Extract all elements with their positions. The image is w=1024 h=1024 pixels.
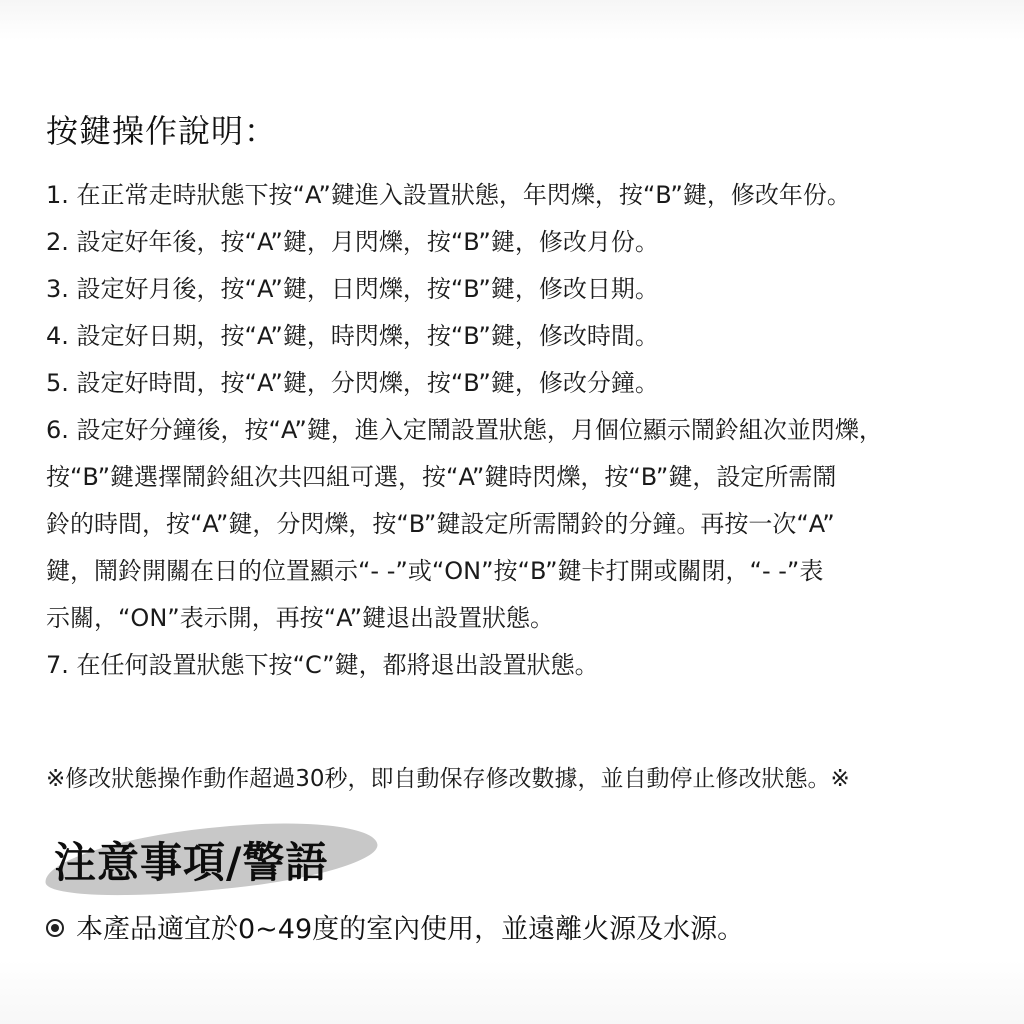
timeout-note: ※修改狀態操作動作超過30秒，即自動保存修改數據，並自動停止修改狀態。※ <box>46 766 850 792</box>
step-line: 示關，“ON”表示開，再按“A”鍵退出設置狀態。 <box>46 604 555 632</box>
step-line: 7. 在任何設置狀態下按“C”鍵，都將退出設置狀態。 <box>46 651 599 679</box>
step-line: 4. 設定好日期，按“A”鍵，時閃爍，按“B”鍵，修改時間。 <box>46 322 659 350</box>
step-line: 6. 設定好分鐘後，按“A”鍵，進入定鬧設置狀態，月個位顯示鬧鈴組次並閃爍， <box>46 416 883 444</box>
step-line: 按“B”鍵選擇鬧鈴組次共四組可選，按“A”鍵時閃爍，按“B”鍵，設定所需鬧 <box>46 463 837 491</box>
warning-header <box>44 822 378 892</box>
caution-text: 本產品適宜於0~49度的室內使用，並遠離火源及水源。 <box>76 914 745 945</box>
step-line: 2. 設定好年後，按“A”鍵，月閃爍，按“B”鍵，修改月份。 <box>46 228 659 256</box>
step-line: 鈴的時間，按“A”鍵，分閃爍，按“B”鍵設定所需鬧鈴的分鐘。再按一次“A” <box>46 510 835 538</box>
step-line: 1. 在正常走時狀態下按“A”鍵進入設置狀態，年閃爍，按“B”鍵，修改年份。 <box>46 181 851 209</box>
page-title: 按鍵操作說明： <box>46 112 278 150</box>
warning-title: 注意事項/警語 <box>54 838 329 887</box>
caution-item <box>46 908 744 952</box>
step-line: 3. 設定好月後，按“A”鍵，日閃爍，按“B”鍵，修改日期。 <box>46 275 659 303</box>
step-line: 鍵，鬧鈴開關在日的位置顯示“- -”或“ON”按“B”鍵卡打開或關閉，“- -”表 <box>46 557 824 585</box>
step-line: 5. 設定好時間，按“A”鍵，分閃爍，按“B”鍵，修改分鐘。 <box>46 369 659 397</box>
bullseye-bullet-icon <box>46 919 64 937</box>
instruction-steps <box>46 172 996 689</box>
